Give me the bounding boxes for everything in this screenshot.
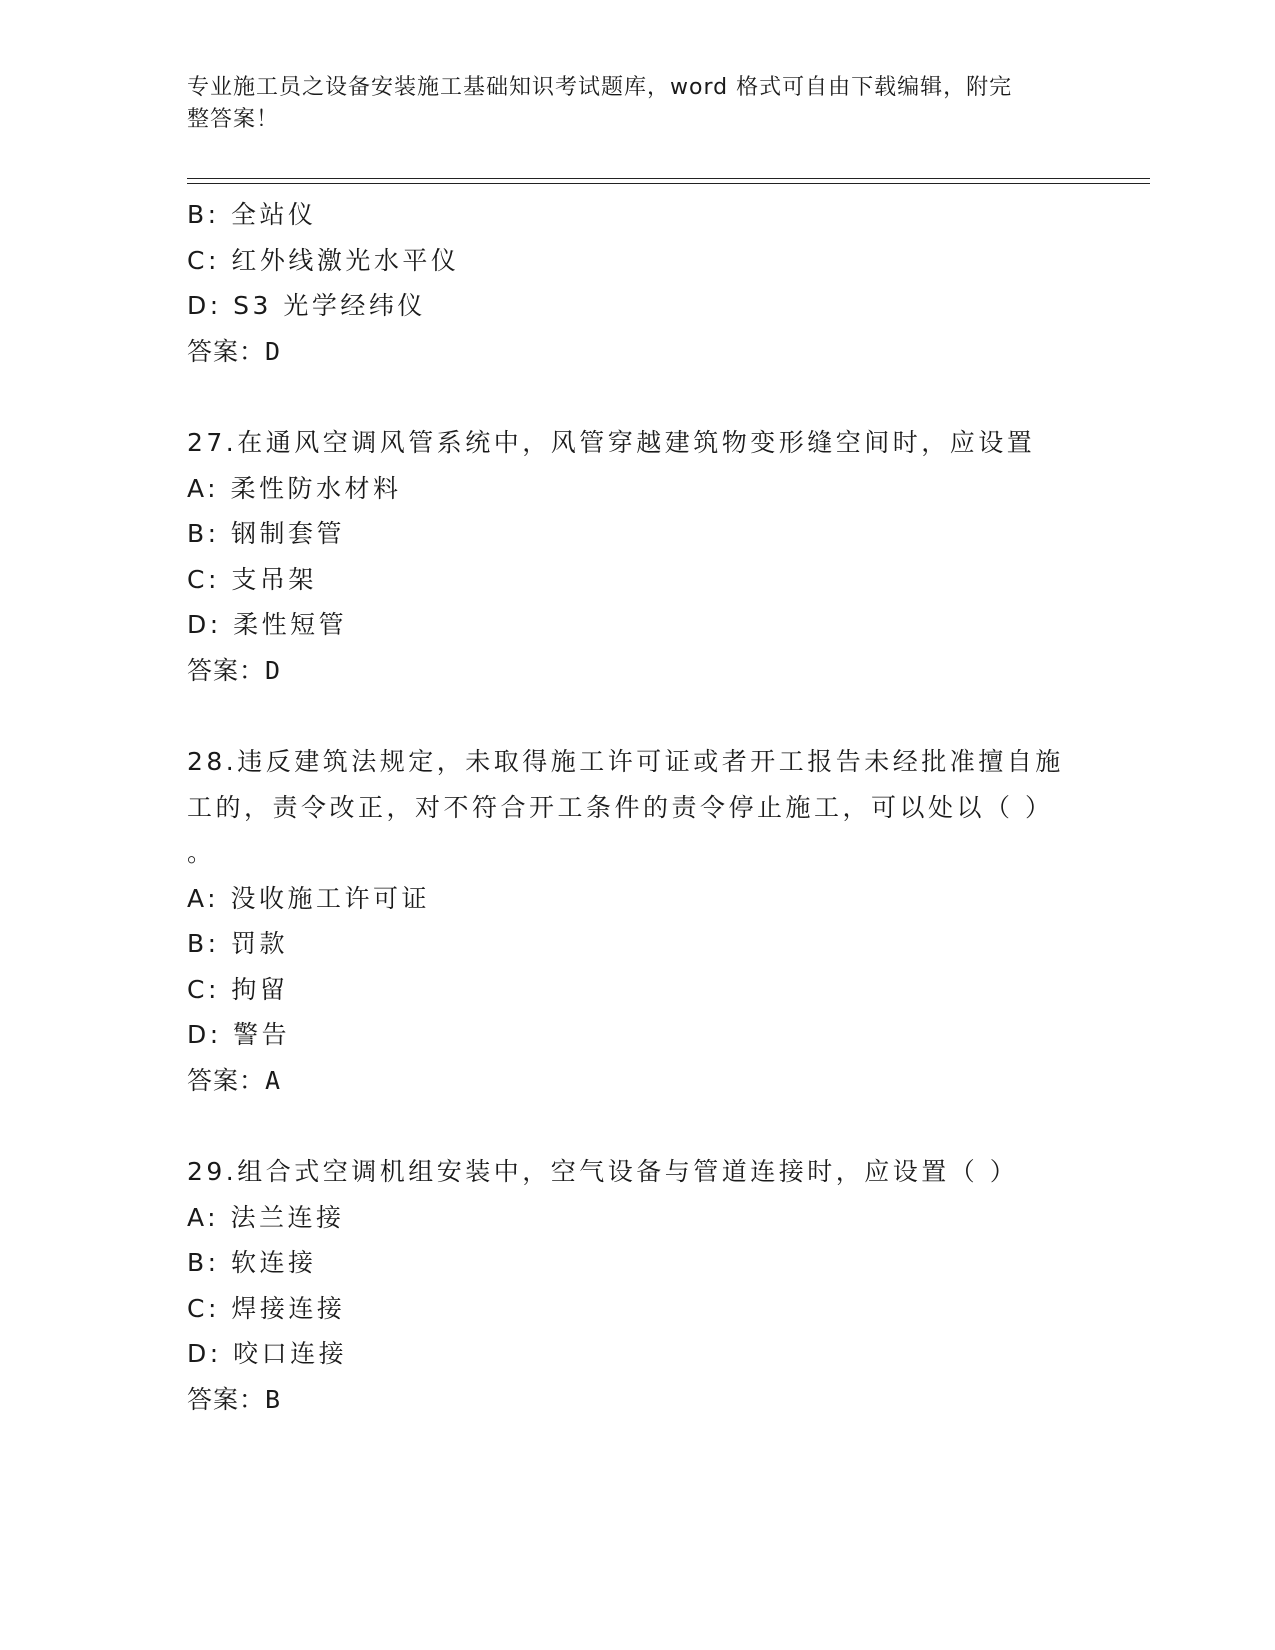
answer-line [187, 1377, 1087, 1423]
answer-line [187, 648, 1087, 694]
option-b: B: 罚款 [187, 929, 289, 958]
question-list [187, 192, 1087, 1422]
question-stem: 工的，责令改正，对不符合开工条件的责令停止施工，可以处以（ ） [187, 792, 1054, 822]
option-d: D: 柔性短管 [187, 610, 348, 639]
option-b: B: 全站仪 [187, 200, 317, 229]
question-29 [187, 1149, 1087, 1422]
question-stem: 27.在通风空调风管系统中，风管穿越建筑物变形缝空间时，应设置 [187, 428, 1036, 457]
option-b: B: 软连接 [187, 1248, 317, 1277]
option-c: C: 红外线激光水平仪 [187, 245, 460, 275]
answer-value: D [265, 336, 282, 366]
option-a: A: 柔性防水材料 [187, 473, 402, 503]
header-divider-top [187, 178, 1150, 179]
option-c: C: 支吊架 [187, 564, 317, 594]
question-26-continued [187, 192, 1087, 374]
answer-value: B [265, 1384, 282, 1414]
option-c: C: 拘留 [187, 974, 289, 1004]
answer-line [187, 329, 1087, 375]
answer-label: 答案： [187, 1065, 266, 1095]
option-a: A: 法兰连接 [187, 1202, 345, 1232]
option-c: C: 焊接连接 [187, 1293, 346, 1323]
question-stem: 29.组合式空调机组安装中，空气设备与管道连接时，应设置（ ） [187, 1157, 1019, 1186]
document-header [187, 72, 1067, 136]
answer-value: A [265, 1065, 282, 1095]
answer-label: 答案： [187, 336, 266, 366]
answer-label: 答案： [187, 655, 266, 685]
answer-label: 答案： [187, 1384, 266, 1414]
option-d: D: 警告 [187, 1020, 291, 1049]
question-27 [187, 420, 1087, 693]
question-stem: 。 [187, 838, 216, 867]
question-28 [187, 739, 1087, 1103]
option-d: D: S3 光学经纬仪 [187, 291, 426, 320]
header-line-1: 专业施工员之设备安装施工基础知识考试题库，word 格式可自由下载编辑，附完 [187, 75, 1013, 100]
header-line-2: 整答案！ [187, 107, 280, 132]
option-d: D: 咬口连接 [187, 1339, 348, 1368]
answer-value: D [265, 655, 282, 685]
header-divider-bottom [187, 183, 1150, 184]
option-a: A: 没收施工许可证 [187, 883, 431, 913]
option-b: B: 钢制套管 [187, 519, 346, 548]
question-stem: 28.违反建筑法规定，未取得施工许可证或者开工报告未经批准擅自施 [187, 747, 1064, 776]
answer-line [187, 1058, 1087, 1104]
